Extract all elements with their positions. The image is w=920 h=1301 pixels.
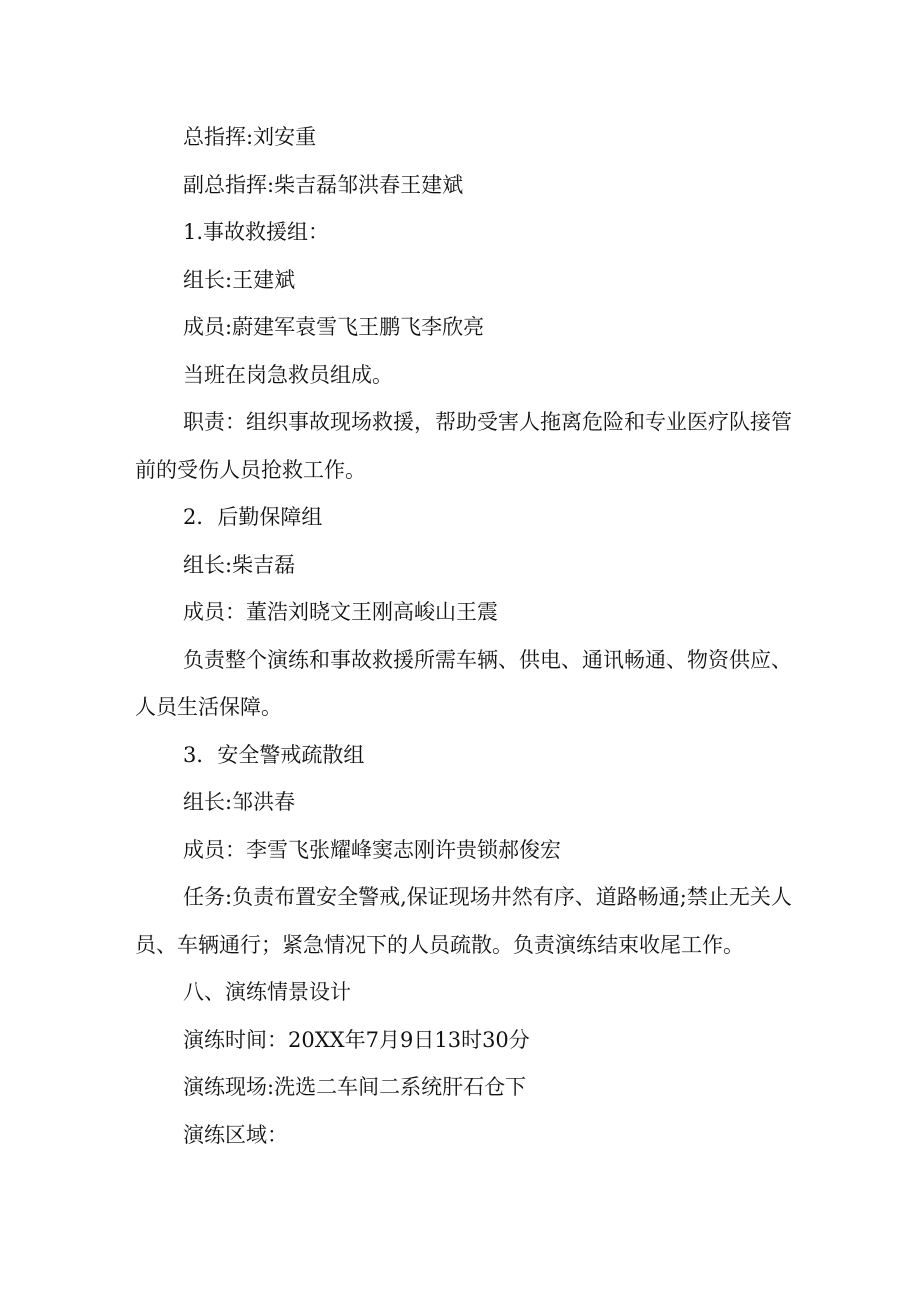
paragraph-security-group-leader: 组长:邹洪春 <box>183 790 296 814</box>
paragraph-commander: 总指挥:刘安重 <box>183 125 317 149</box>
document-body <box>135 114 805 1159</box>
paragraph-rescue-group-duty: 职责：组织事故现场救援，帮助受害人拖离危险和专业医疗队接管前的受伤人员抢救工作。 <box>135 410 792 482</box>
paragraph-security-group-task: 任务:负责布置安全警戒,保证现场井然有序、道路畅通;禁止无关人员、车辆通行；紧急情况下的人员疏散。负责演练结束收尾工作。 <box>135 885 792 957</box>
paragraph-rescue-group-leader: 组长:王建斌 <box>183 267 296 292</box>
paragraph-logistics-group-heading: 2．后勤保障组 <box>183 505 323 529</box>
paragraph-rescue-group-heading: 1.事故救援组： <box>183 220 330 244</box>
paragraph-security-group-members: 成员：李雪飞张耀峰窦志刚许贵锁郝俊宏 <box>183 837 561 862</box>
paragraph-drill-time: 演练时间：20XX年7月9日13时30分 <box>183 1027 530 1052</box>
paragraph-drill-area: 演练区域： <box>183 1122 288 1147</box>
paragraph-logistics-group-members: 成员：董浩刘晓文王刚高峻山王震 <box>183 600 498 624</box>
paragraph-rescue-group-note: 当班在岗急救员组成。 <box>183 362 393 387</box>
paragraph-section-eight-heading: 八、演练情景设计 <box>183 980 351 1004</box>
paragraph-drill-site: 演练现场:洗选二车间二系统肝石仓下 <box>183 1075 527 1099</box>
paragraph-security-group-heading: 3．安全警戒疏散组 <box>183 742 365 767</box>
paragraph-logistics-group-duty: 负责整个演练和事故救援所需车辆、供电、通讯畅通、物资供应、人员生活保障。 <box>135 647 792 719</box>
paragraph-deputy-commander: 副总指挥:柴吉磊邹洪春王建斌 <box>183 172 464 197</box>
paragraph-logistics-group-leader: 组长:柴吉磊 <box>183 552 296 577</box>
paragraph-rescue-group-members: 成员:蔚建军袁雪飞王鹏飞李欣亮 <box>183 315 485 339</box>
